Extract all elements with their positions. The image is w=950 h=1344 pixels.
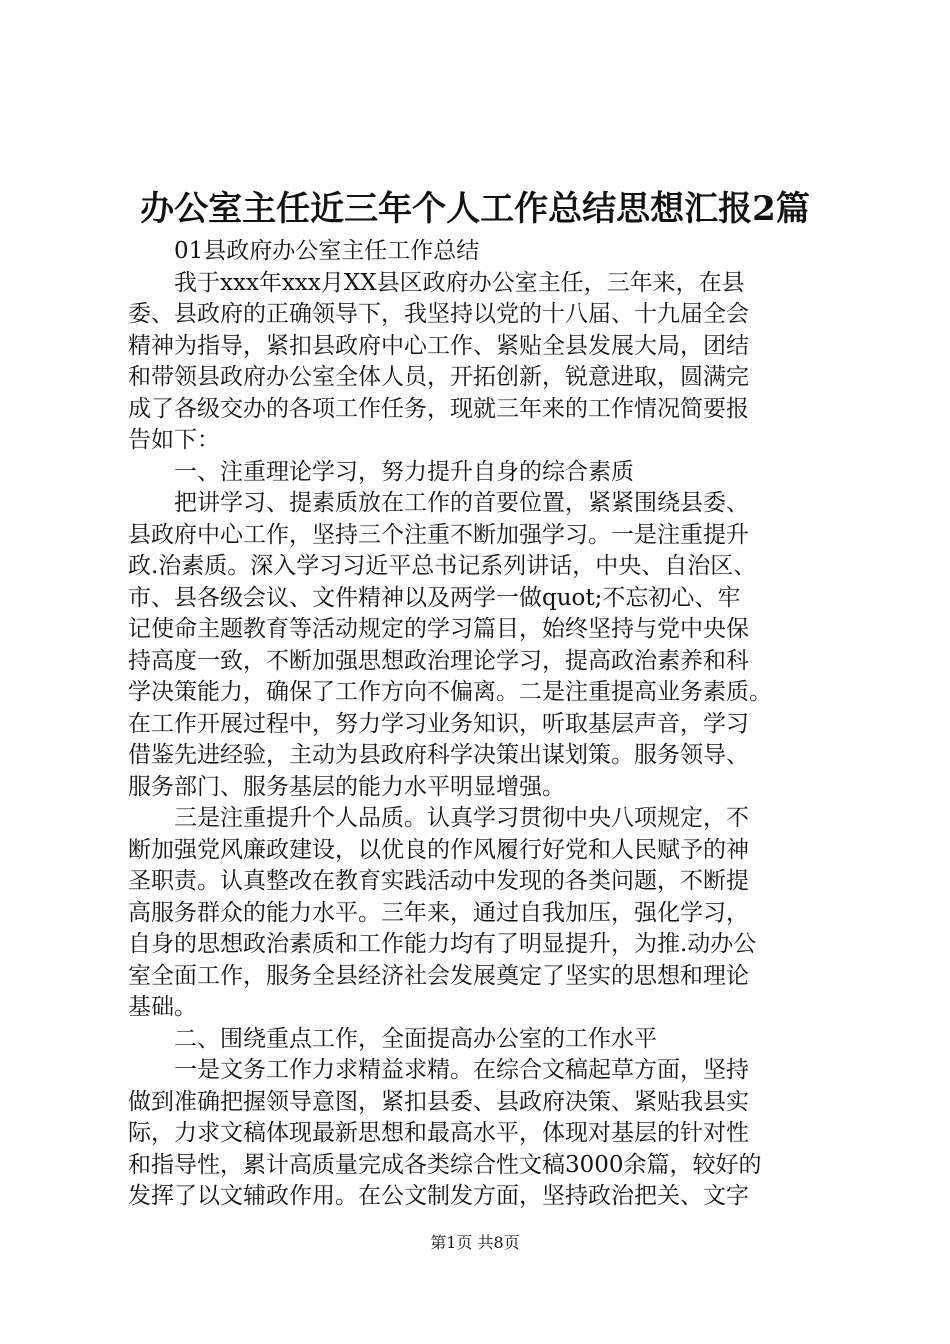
body-line: 委、县政府的正确领导下，我坚持以党的十八届、十九届全会 bbox=[128, 301, 749, 327]
body-line: 和指导性，累计高质量完成各类综合性文稿3000余篇，较好的 bbox=[128, 1151, 762, 1178]
body-line: 自身的思想政治素质和工作能力均有了明显提升，为推.动办公 bbox=[128, 931, 757, 957]
body-line: 政.治素质。深入学习习近平总书记系列讲话，中央、自治区、 bbox=[128, 553, 757, 579]
body-line: 01县政府办公室主任工作总结 bbox=[128, 238, 480, 264]
body-line: 一是文务工作力求精益求精。在综合文稿起草方面，坚持 bbox=[128, 1057, 749, 1083]
body-line: 持高度一致，不断加强思想政治理论学习，提高政治素养和科 bbox=[128, 647, 749, 674]
body-line: 县政府中心工作，坚持三个注重不断加强学习。一是注重提升 bbox=[128, 521, 749, 548]
body-line: 记使命主题教育等活动规定的学习篇目，始终坚持与党中央保 bbox=[128, 616, 749, 642]
page-footer: 第1页 共8页 bbox=[430, 1233, 520, 1252]
body-line: 断加强党风廉政建设，以优良的作风履行好党和人民赋予的神 bbox=[128, 836, 749, 863]
body-line: 室全面工作，服务全县经济社会发展奠定了坚实的思想和理论 bbox=[128, 962, 749, 989]
body-line: 精神为指导，紧扣县政府中心工作、紧贴全县发展大局，团结 bbox=[128, 332, 749, 359]
body-line: 把讲学习、提素质放在工作的首要位置，紧紧围绕县委、 bbox=[128, 490, 749, 516]
body-line: 在工作开展过程中，努力学习业务知识，听取基层声音，学习 bbox=[128, 710, 749, 737]
body-line: 我于xxx年xxx月XX县区政府办公室主任，三年来，在县 bbox=[128, 269, 745, 296]
body-line: 圣职责。认真整改在教育实践活动中发现的各类问题，不断提 bbox=[128, 868, 749, 894]
body-line: 成了各级交办的各项工作任务，现就三年来的工作情况简要报 bbox=[128, 395, 749, 422]
body-line: 际，力求文稿体现最新思想和最高水平，体现对基层的针对性 bbox=[128, 1120, 749, 1146]
body-line: 发挥了以文辅政作用。在公文制发方面，坚持政治把关、文字 bbox=[128, 1183, 749, 1209]
body-line: 和带领县政府办公室全体人员，开拓创新，锐意进取，圆满完 bbox=[128, 364, 749, 390]
document-body bbox=[128, 236, 838, 1213]
document-title: 办公室主任近三年个人工作总结思想汇报2篇 bbox=[140, 189, 810, 229]
body-line: 告如下： bbox=[128, 427, 220, 453]
body-line: 做到准确把握领导意图，紧扣县委、县政府决策、紧贴我县实 bbox=[128, 1088, 749, 1115]
body-line: 基础。 bbox=[128, 994, 197, 1020]
body-line: 高服务群众的能力水平。三年来，通过自我加压，强化学习， bbox=[128, 899, 749, 926]
body-line: 三是注重提升个人品质。认真学习贯彻中央八项规定，不 bbox=[128, 805, 749, 831]
body-line: 学决策能力，确保了工作方向不偏离。二是注重提高业务素质。 bbox=[128, 679, 772, 705]
body-line: 二、围绕重点工作，全面提高办公室的工作水平 bbox=[128, 1025, 657, 1052]
body-line: 服务部门、服务基层的能力水平明显增强。 bbox=[128, 773, 565, 800]
body-line: 市、县各级会议、文件精神以及两学一做quot;不忘初心、牢 bbox=[128, 584, 741, 611]
body-line: 借鉴先进经验，主动为县政府科学决策出谋划策。服务领导、 bbox=[128, 742, 749, 768]
body-line: 一、注重理论学习，努力提升自身的综合素质 bbox=[128, 458, 634, 485]
